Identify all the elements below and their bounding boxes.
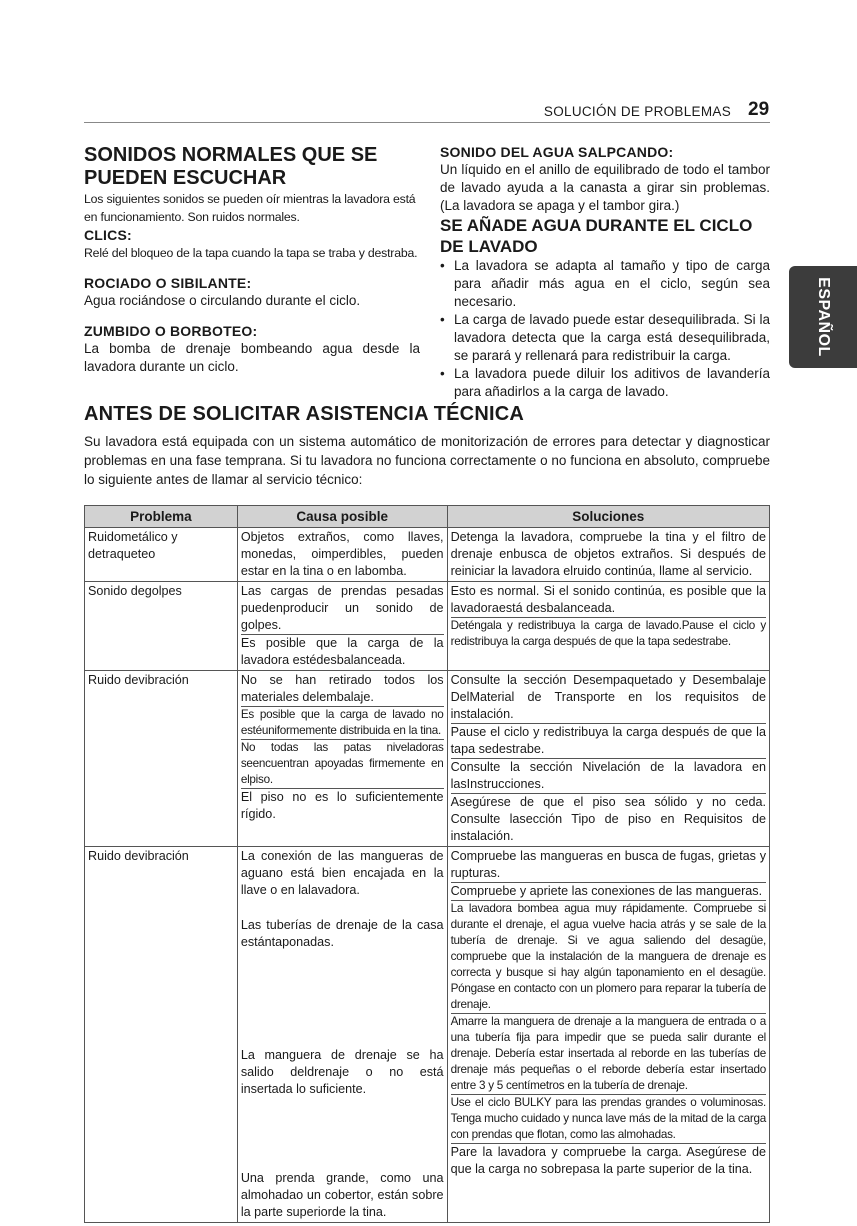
cause-item: El piso no es lo suficientemente rígido. [240, 790, 444, 821]
cause-item: No se han retirado todos los materiales delembalaje. [241, 672, 444, 707]
solution-item: Esto es normal. Si el sonido continúa, es posible que la lavadoraestá desbalanceada. [451, 583, 766, 618]
cause-item: La conexión de las mangueras de aguano está bien encajada en la llave o en lalavadora. [240, 849, 444, 897]
solution-item: Pause el ciclo y redistribuya la carga después de que la tapa sedestrabe. [451, 724, 766, 759]
table-row [85, 582, 770, 671]
cause-item: Es posible que la carga de lavado no estéuniformemente distribuida en la tina. [241, 707, 444, 740]
table-row [85, 671, 770, 847]
normal-sounds-title: SONIDOS NORMALES QUE SE PUEDEN ESCUCHAR [84, 144, 378, 189]
page-number: 29 [748, 99, 770, 120]
language-tab-label: ESPAÑOL [815, 277, 832, 357]
list-item: • La carga de lavado puede estar desequilibrada. Si la lavadora detecta que la carga está desequilibrada, se parará y rellenará para redistribuir la carga. [440, 311, 770, 365]
cause-cell [237, 528, 447, 582]
solution-cell [447, 582, 769, 671]
sound-text: La bomba de drenaje bombeando agua desde la lavadora durante un ciclo. [84, 341, 420, 374]
sound-heading: ROCIADO O SIBILANTE: [84, 275, 252, 291]
solution-item: Asegúrese de que el piso sea sólido y no ceda. Consulte lasección Tipo de piso en Requisitos de instalación. [450, 795, 766, 843]
sound-text: Agua rociándose o circulando durante el ciclo. [84, 293, 361, 308]
normal-sounds-intro: Los siguientes sonidos se pueden oír mientras la lavadora está en funcionamiento. Son ruidos normales. [84, 192, 416, 224]
cause-item: No todas las patas niveladoras seencuentran apoyadas firmemente en elpiso. [241, 740, 444, 789]
solution-cell [447, 847, 769, 1223]
column-header-solutions: Soluciones [447, 506, 769, 528]
normal-sounds-column [84, 144, 420, 376]
splash-text: Un líquido en el anillo de equilibrado de todo el tambor de lavado ayuda a la canasta a girar sin problemas. (La lavadora se apaga y el tambor gira.) [440, 162, 770, 213]
list-item: • La lavadora se adapta al tamaño y tipo de carga para añadir más agua en el ciclo, según sea necesario. [440, 257, 770, 311]
solution-item: Consulte la sección Nivelación de la lavadora en lasInstrucciones. [451, 759, 766, 794]
language-side-tab [789, 266, 857, 368]
troubleshooting-table [84, 505, 770, 1223]
header-rule [84, 122, 770, 123]
cause-cell [237, 582, 447, 671]
problem-cell: Sonido degolpes [85, 582, 238, 671]
service-intro: Su lavadora está equipada con un sistema automático de monitorización de errores para detectar y diagnosticar problemas en una fase temprana. Si tu lavadora no funciona correctamente o no funciona en absoluto, compruebe lo siguiente antes de llamar al servicio técnico: [84, 434, 770, 487]
solution-item: Detenga la lavadora, compruebe la tina y el filtro de drenaje enbusca de objetos extraños. Si después de reiniciar la lavadora elruido continúa, llame al servicio. [450, 530, 766, 578]
cause-cell [237, 847, 447, 1223]
water-added-list [440, 257, 770, 401]
cause-item: Una prenda grande, como una almohadao un cobertor, están sobre la parte superiorde la tina. [240, 1171, 444, 1219]
problem-cell: Ruido devibración [85, 847, 238, 1223]
list-item: • La lavadora puede diluir los aditivos de lavandería para añadirlos a la carga de lavado. [440, 365, 770, 401]
sound-text: Relé del bloqueo de la tapa cuando la tapa se traba y destraba. [84, 246, 418, 260]
solution-item: Compruebe las mangueras en busca de fugas, grietas y rupturas. [451, 848, 766, 883]
solution-item: Amarre la manguera de drenaje a la manguera de entrada o a una tubería fija para impedir que se pueda salir durante el drenaje. Debería estar insertada al reborde en las tuberías de drenaje más pequeñas o el reborde debería estar insertado entre 3 y 5 centímetros en la tubería de drenaje. [451, 1014, 766, 1095]
column-header-problem: Problema [85, 506, 238, 528]
table-row [85, 528, 770, 582]
column-header-cause: Causa posible [237, 506, 447, 528]
cause-cell [237, 671, 447, 847]
water-added-heading: SE AÑADE AGUA DURANTE EL CICLO DE LAVADO [440, 216, 753, 256]
cause-item: Es posible que la carga de la lavadora estédesbalanceada. [240, 636, 444, 667]
solution-item: Deténgala y redistribuya la carga de lavado.Pause el ciclo y redistribuya la carga después de que la tapa sedestrabe. [450, 619, 766, 648]
solution-cell [447, 528, 769, 582]
cause-item: Objetos extraños, como llaves, monedas, oimperdibles, pueden estar en la tina o en labomba. [240, 530, 444, 578]
splash-heading: SONIDO DEL AGUA SALPCANDO: [440, 144, 674, 160]
solution-item: Pare la lavadora y compruebe la carga. Asegúrese de que la carga no sobrepasa la parte superior de la tina. [450, 1145, 766, 1176]
sound-heading: CLICS: [84, 227, 132, 243]
solution-item: Compruebe y apriete las conexiones de las mangueras. [451, 883, 766, 901]
sound-heading: ZUMBIDO O BORBOTEO: [84, 323, 258, 339]
table-row [85, 847, 770, 1223]
service-title: ANTES DE SOLICITAR ASISTENCIA TÉCNICA [84, 403, 525, 425]
water-sounds-column [440, 143, 770, 401]
solution-item: Consulte la sección Desempaquetado y Desembalaje DelMaterial de Transporte en los requisitos de instalación. [451, 672, 766, 724]
problem-cell: Ruido devibración [85, 671, 238, 847]
cause-item: Las tuberías de drenaje de la casa estántaponadas. [240, 918, 444, 949]
table-header-row [85, 506, 770, 528]
section-title: SOLUCIÓN DE PROBLEMAS [543, 104, 731, 119]
cause-item: Las cargas de prendas pesadas puedenproducir un sonido de golpes. [241, 583, 444, 635]
solution-item: Use el ciclo BULKY para las prendas grandes o voluminosas. Tenga mucho cuidado y nunca lave más de la mitad de la carga con prendas que flotan, como las almohadas. [451, 1095, 766, 1144]
cause-item: La manguera de drenaje se ha salido deldrenaje o no está insertada lo suficiente. [240, 1048, 444, 1096]
solution-cell [447, 671, 769, 847]
solution-item: La lavadora bombea agua muy rápidamente. Compruebe si durante el drenaje, el agua vuelve hacia atrás y se sale de la tubería de drenaje. Si ve agua saliendo del desagüe, compruebe que la instalación de la manguera de drenaje es correcta y busque si hay algún taponamiento en el desagüe. Póngase en contacto con un plomero para reparar la tubería de drenaje. [451, 901, 766, 1014]
problem-cell: Ruidometálico y detraqueteo [85, 528, 238, 582]
